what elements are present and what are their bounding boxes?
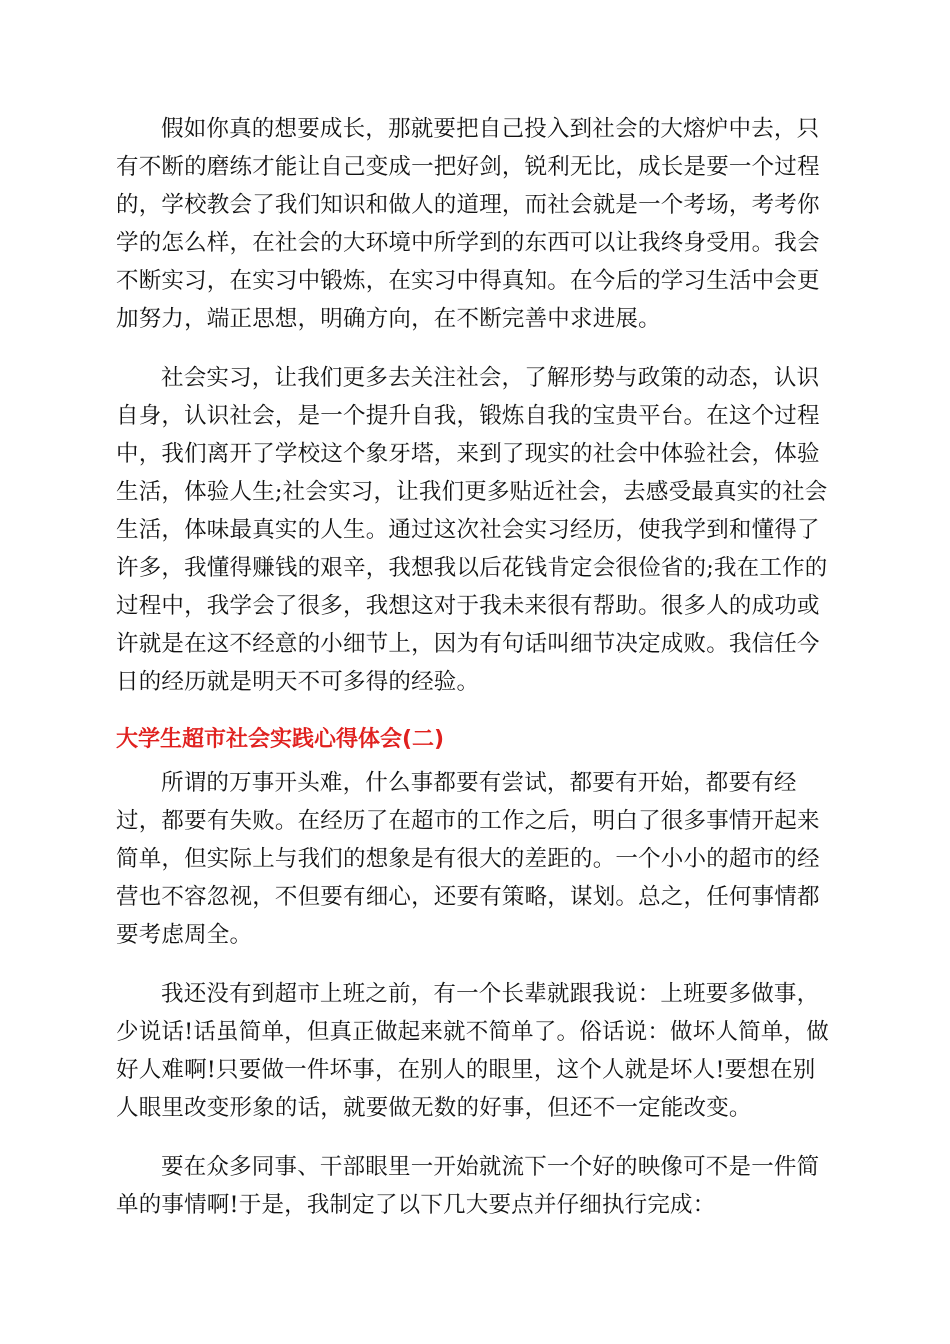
section-heading: 大学生超市社会实践心得体会(二): [116, 727, 445, 752]
paragraph: 我还没有到超市上班之前，有一个长辈就跟我说：上班要多做事，少说话!话虽简单，但真正做起来就不简单了。俗话说：做坏人简单，做好人难啊!只要做一件坏事，在别人的眼里，这个人就是坏人!要想在别人眼里改变形象的话，就要做无数的好事，但还不一定能改变。: [116, 981, 829, 1121]
paragraph: 所谓的万事开头难，什么事都要有尝试，都要有开始，都要有经过，都要有失败。在经历了在超市的工作之后，明白了很多事情开起来简单，但实际上与我们的想象是有很大的差距的。一个小小的超市的经营也不容忽视，不但要有细心，还要有策略，谋划。总之，任何事情都要考虑周全。: [116, 770, 820, 948]
paragraph: 假如你真的想要成长，那就要把自己投入到社会的大熔炉中去，只有不断的磨练才能让自己变成一把好剑，锐利无比，成长是要一个过程的，学校教会了我们知识和做人的道理，而社会就是一个考场，考考你学的怎么样，在社会的大环境中所学到的东西可以让我终身受用。我会不断实习，在实习中锻炼，在实习中得真知。在今后的学习生活中会更加努力，端正思想，明确方向，在不断完善中求进展。: [116, 116, 820, 332]
document-body: [116, 110, 836, 1245]
paragraph: 社会实习，让我们更多去关注社会，了解形势与政策的动态，认识自身，认识社会，是一个提升自我，锻炼自我的宝贵平台。在这个过程中，我们离开了学校这个象牙塔，来到了现实的社会中体验社会，体验生活，体验人生;社会实习，让我们更多贴近社会，去感受最真实的社会生活，体味最真实的人生。通过这次社会实习经历，使我学到和懂得了许多，我懂得赚钱的艰辛，我想我以后花钱肯定会很俭省的;我在工作的过程中，我学会了很多，我想这对于我未来很有帮助。很多人的成功或许就是在这不经意的小细节上，因为有句话叫细节决定成败。我信任今日的经历就是明天不可多得的经验。: [116, 365, 828, 695]
paragraph: 要在众多同事、干部眼里一开始就流下一个好的映像可不是一件简单的事情啊!于是，我制定了以下几大要点并仔细执行完成：: [116, 1154, 820, 1218]
